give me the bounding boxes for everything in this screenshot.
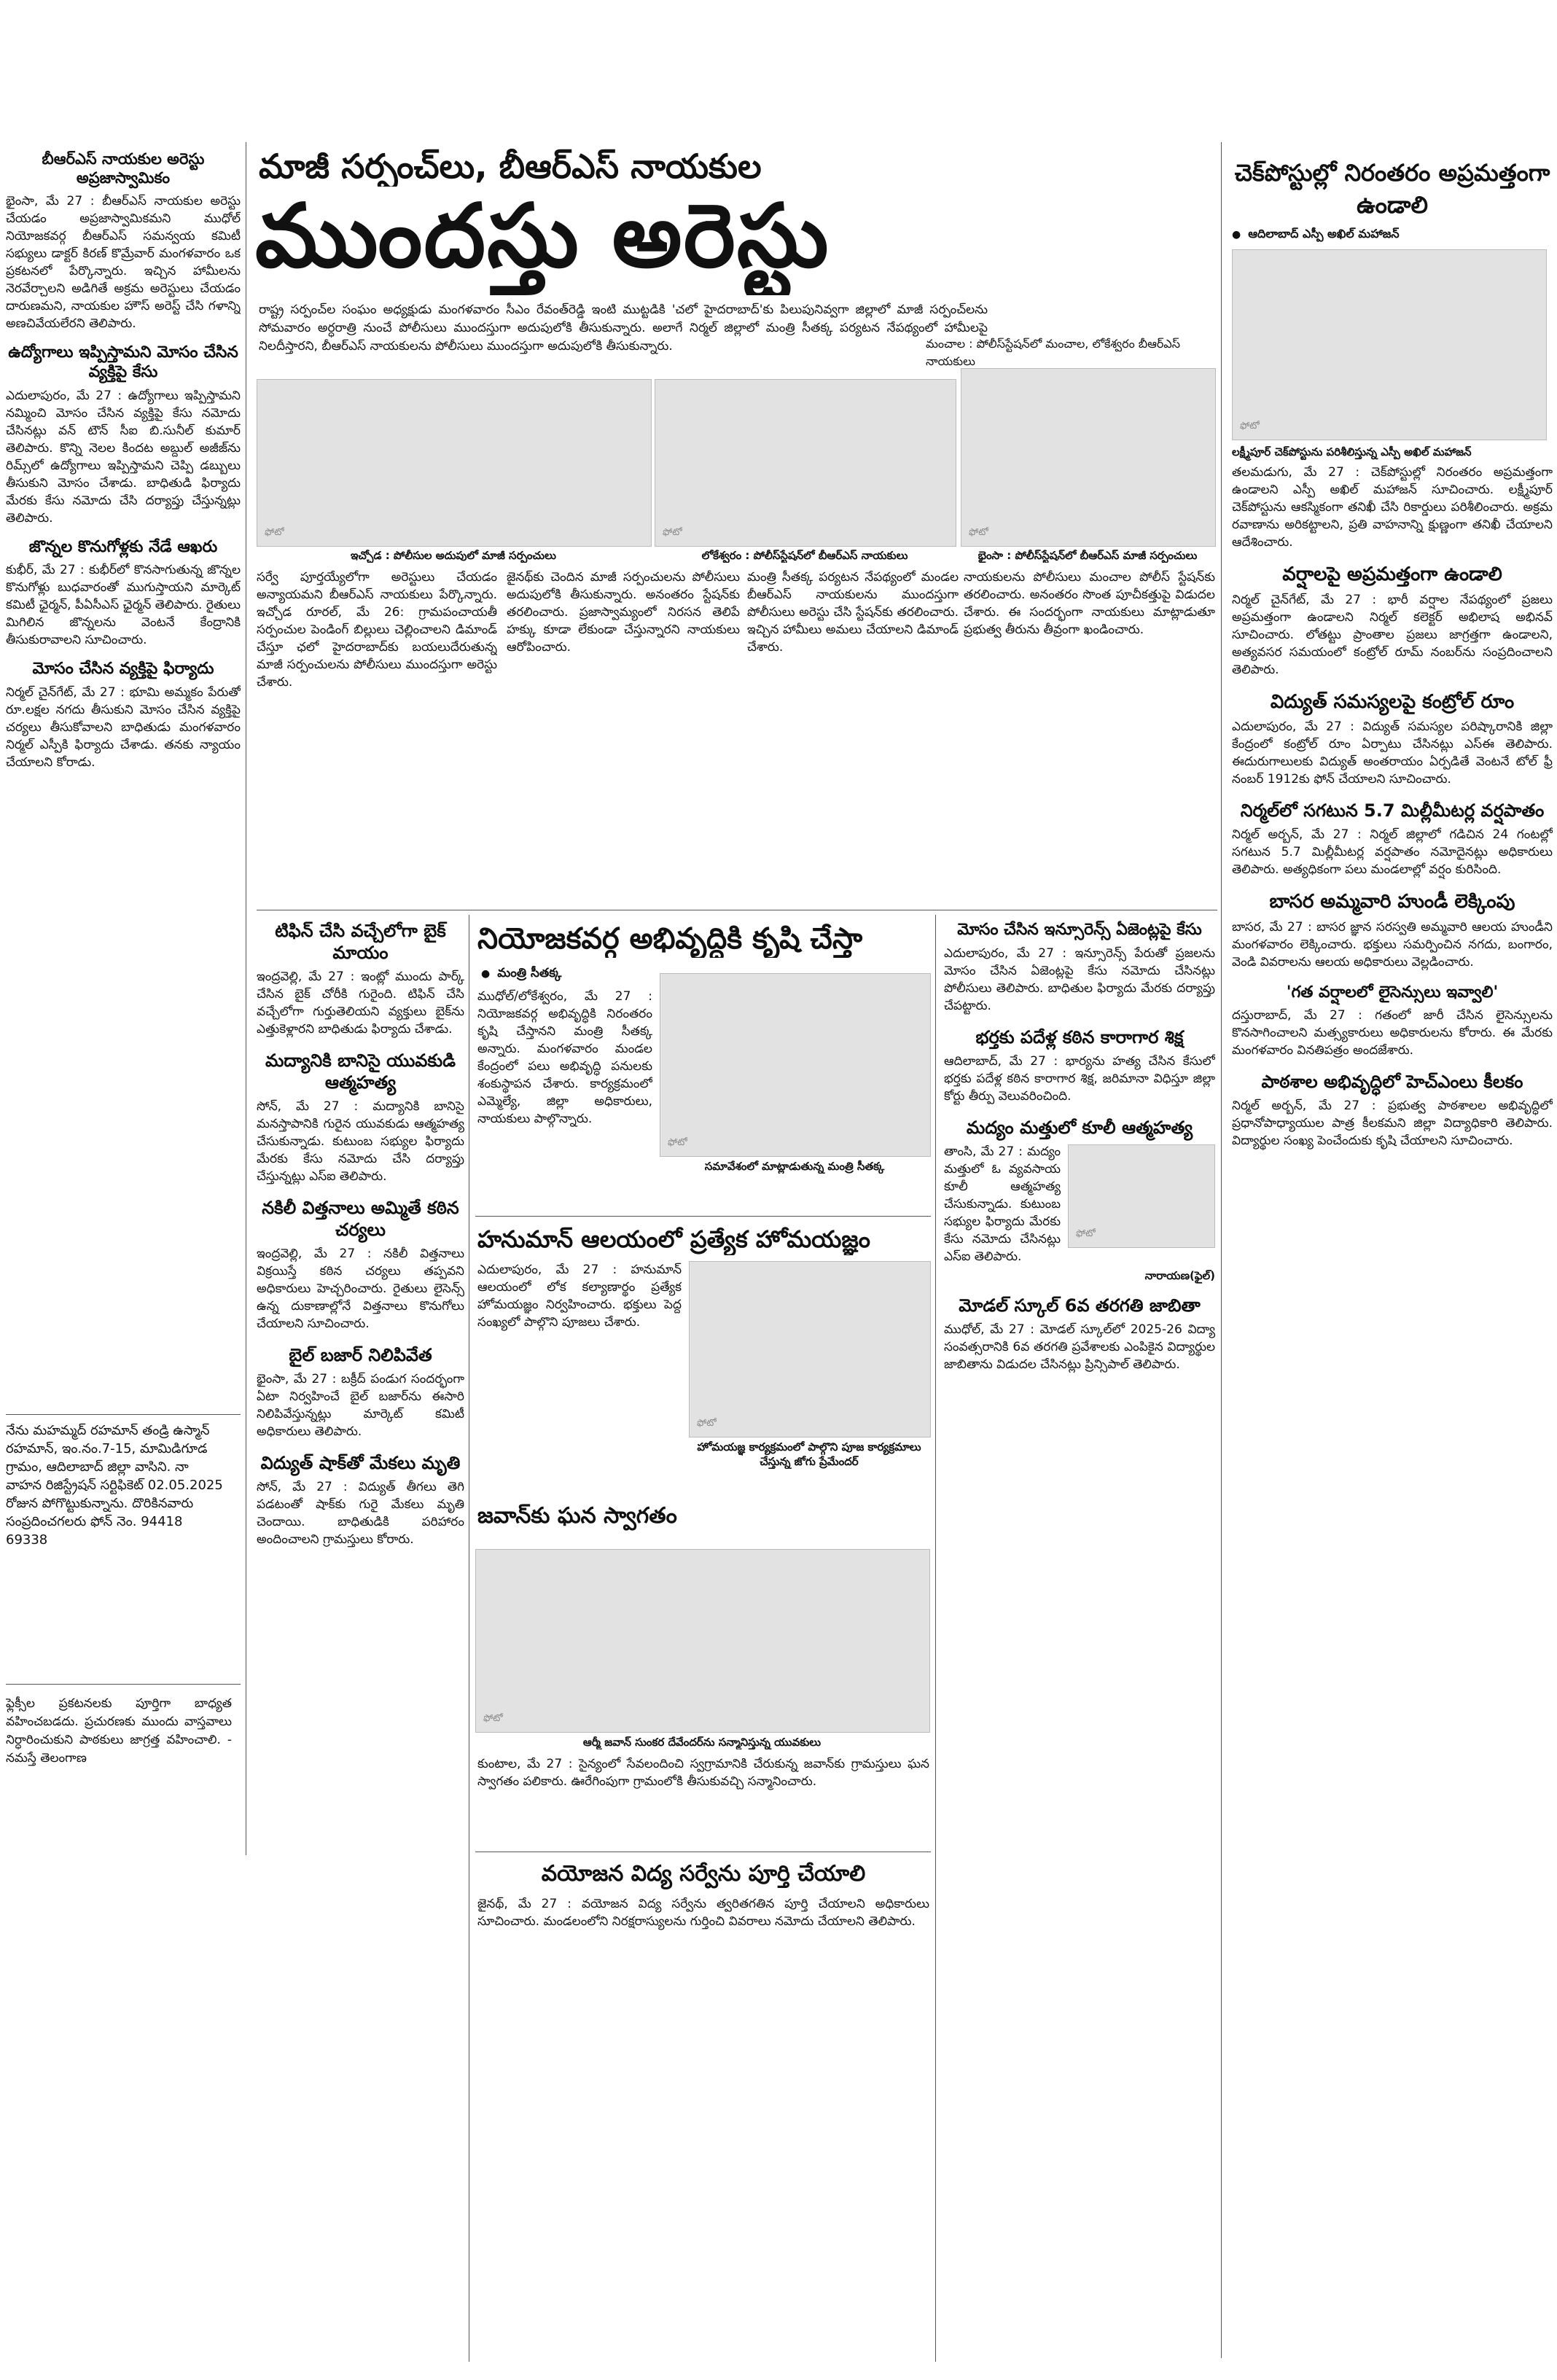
photo-placeholder-label: ఫోటో [483, 1713, 503, 1724]
lead-photo-caption-1: ఇచ్చోడ : పోలీసుల అదుపులో మాజీ సర్పంచులు [351, 549, 556, 562]
lead-photo-caption-3: భైంసా : పోలీస్‌స్టేషన్‌లో బీఆర్ఎస్ మాజీ సర్పంచులు [977, 549, 1198, 562]
left-story-2 [6, 343, 241, 527]
center-left-story-1-headline: టిఫిన్ చేసి వచ్చేలోగా బైక్ మాయం [275, 921, 446, 963]
center-left-story-5-body: సోన్, మే 27 : విద్యుత్ తీగలు తెగి పడటంతో షాక్‌కు గురై మేకలు మృతి చెందాయి. బాధితుడికి పరిహారం అందించాలని గ్రామస్తులు కోరారు. [257, 1480, 464, 1547]
lead-deck: రాష్ట్ర సర్పంచ్‌ల సంఘం అధ్యక్షుడు మంగళవారం సీఎం రేవంత్‌రెడ్డి ఇంటి ముట్టడికి 'చలో హైదరాబాద్'కు పిలుపునివ్వగా జిల్లాలో మాజీ సర్పంచ్‌లను సోమవారం అర్ధరాత్రి నుంచే పోలీసులు ముందస్తుగా అదుపులోకి తీసుకున్నారు. అలాగే నిర్మల్ జిల్లాలో మంత్రి సీతక్క పర్యటన నేపథ్యంలో హామీలపై నిలదీస్తారని, బీఆర్ఎస్ నాయకులను పోలీసులు ముందస్తుగా అదుపులోకి తీసుకున్నారు. [259, 303, 988, 354]
center-main-body: ముధోల్/లోకేశ్వరం, మే 27 : నియోజకవర్గ అభివృద్ధికి నిరంతరం కృషి చేస్తానని మంత్రి సీతక్క అన్నారు. మంగళవారం మండల కేంద్రంలో పలు అభివృద్ధి పనులకు శంకుస్థాపన చేశారు. కార్యక్రమంలో ఎమ్మెల్యే, జిల్లా అధికారులు, నాయకులు పాల్గొన్నారు. [477, 989, 652, 1126]
photo-placeholder-label: ఫోటో [668, 1137, 687, 1148]
center-left-story-1-body: ఇంద్రవెల్లి, మే 27 : ఇంట్లో ముందు పార్క్ చేసిన బైక్ చోరీకి గురైంది. టిఫిన్ చేసి వచ్చేలోగా గుర్తుతెలియని వ్యక్తులు బైక్‌ను ఎత్తుకెళ్లారని బాధితుడు ఫిర్యాదు చేశాడు. [257, 969, 464, 1037]
left-divider [6, 1414, 241, 1415]
left-story-1-headline: బీఆర్ఎస్ నాయకుల అరెస్టు అప్రజాస్వామికం [42, 150, 205, 187]
photo-placeholder-label: ఫోటో [697, 1418, 717, 1429]
center-far-right-story-2-headline: భర్తకు పదేళ్ల కఠిన కారాగార శిక్ష [975, 1026, 1184, 1047]
center-story-hanuman-photo [689, 1261, 931, 1437]
center-story-jawan-caption: ఆర్మీ జవాన్ సుంకర దేవేందర్‌ను సన్మానిస్తున్న యువకులు [582, 1736, 822, 1749]
left-story-3-body: కుభీర్, మే 27 : కుభీర్‌లో కొనసాగుతున్న జొన్నల కొనుగోళ్లు బుధవారంతో ముగుస్తాయని మార్కెట్ కమిటీ ఛైర్మన్, పీఏసీఎస్ ఛైర్మన్ తెలిపారు. రైతులు మిగిలిన జొన్నలను వెంటనే కేంద్రానికి తీసుకురావాలని సూచించారు. [6, 563, 241, 647]
left-story-2-headline: ఉద్యోగాలు ఇప్పిస్తామని మోసం చేసిన వ్యక్తిపై కేసు [8, 343, 238, 381]
left-story-3-headline: జొన్నల కొనుగోళ్లకు నేడే ఆఖరు [28, 537, 218, 556]
center-left-column [257, 920, 464, 2363]
center-far-right-story-2-body: ఆదిలాబాద్, మే 27 : భార్యను హత్య చేసిన కేసులో భర్తకు పదేళ్ల కఠిన కారాగార శిక్ష, జరిమానా విధిస్తూ జిల్లా కోర్టు తీర్పు వెలువరించింది. [944, 1053, 1215, 1104]
center-story-hanuman-body: ఎదులాపురం, మే 27 : హనుమాన్ ఆలయంలో లోక కల్యాణార్థం ప్రత్యేక హోమయజ్ఞం నిర్వహించారు. భక్తులు పెద్ద సంఖ్యలో పాల్గొని పూజలు చేశారు. [477, 1263, 682, 1330]
center-rule-1 [475, 1216, 931, 1217]
right-story-1-headline: చెక్‌పోస్టుల్లో నిరంతరం అప్రమత్తంగా ఉండాలి [1234, 159, 1550, 219]
center-left-story-2-body: సోన్, మే 27 : మద్యానికి బానిసై మనస్తాపానికి గురైన యువకుడు ఆత్మహత్య చేసుకున్నాడు. కుటుంబ సభ్యుల ఫిర్యాదు మేరకు కేసు నమోదు చేసి దర్యాప్తు చేస్తున్నట్లు ఎస్ఐ తెలిపారు. [257, 1099, 464, 1184]
right-story-2-body: నిర్మల్ చైన్‌గేట్, మే 27 : భారీ వర్షాల నేపథ్యంలో ప్రజలు అప్రమత్తంగా ఉండాలని నిర్మల్ కలెక్టర్ అభిలాష అభినవ్ సూచించారు. లోతట్టు ప్రాంతాల ప్రజలు జాగ్రత్తగా ఉండాలని, అత్యవసర సమయంలో కంట్రోల్ రూమ్ నంబర్‌ను సంప్రదించాలని తెలిపారు. [1232, 592, 1553, 677]
lead-photo-1 [257, 379, 652, 547]
center-far-right-story-1-body: ఎదులాపురం, మే 27 : ఇన్సూరెన్స్ పేరుతో ప్రజలను మోసం చేసిన ఏజెంట్లపై కేసు నమోదు చేసినట్లు పోలీసులు తెలిపారు. బాధితుల ఫిర్యాదు మేరకు దర్యాప్తు చేపట్టారు. [944, 945, 1215, 1013]
center-far-right-story-3-caption: నారాయణ(ఫైల్) [1144, 1268, 1215, 1282]
left-story-3 [6, 537, 241, 649]
center-story-education-headline: వయోజన విద్య సర్వేను పూర్తి చేయాలి [541, 1861, 866, 1887]
photo-placeholder-label: ఫోటో [265, 527, 284, 538]
center-far-right-story-4-headline: మోడల్ స్కూల్ 6వ తరగతి జాబితా [959, 1295, 1201, 1316]
right-story-5-headline: బాసర అమ్మవారి హుండీ లెక్కింపు [1269, 891, 1515, 913]
left-story-1 [6, 149, 241, 332]
right-story-4-body: నిర్మల్ అర్బన్, మే 27 : నిర్మల్ జిల్లాలో గడిచిన 24 గంటల్లో సగటున 5.7 మిల్లీమీటర్ల వర్షపాతం నమోదైనట్లు అధికారులు తెలిపారు. అత్యధికంగా పలు మండలాల్లో వర్షం కురిసింది. [1232, 827, 1553, 877]
right-story-6-body: దస్తురాబాద్, మే 27 : గతంలో జారీ చేసిన లైసెన్సులను కొనసాగించాలని మత్స్యకారులు అధికారులను కోరారు. ఈ మేరకు మంగళవారం వినతిపత్రం అందజేశారు. [1232, 1008, 1553, 1058]
lead-body-col-4: నాయకులను పోలీసులు మంచాల పోలీస్ స్టేషన్‌కు తరలించారు. అనంతరం సొంత పూచీకత్తుపై విడుదల చేశారు. ఈ సందర్భంగా నాయకులు మాట్లాడుతూ ప్రభుత్వ తీరును తీవ్రంగా ఖండించారు. [964, 570, 1215, 637]
photo-placeholder-label: ఫోటో [663, 527, 682, 538]
center-left-story-3-body: ఇంద్రవెల్లి, మే 27 : నకిలీ విత్తనాలు విక్రయిస్తే కఠిన చర్యలు తప్పవని అధికారులు హెచ్చరించారు. రైతులు లైసెన్స్ ఉన్న దుకాణాల్లోనే విత్తనాలు కొనుగోలు చేయాలని సూచించారు. [257, 1246, 464, 1331]
center-left-story-3-headline: నకిలీ విత్తనాలు అమ్మితే కఠిన చర్యలు [262, 1198, 459, 1240]
right-story-2-headline: వర్షాలపై అప్రమత్తంగా ఉండాలి [1282, 563, 1502, 585]
right-story-7-headline: పాఠశాల అభివృద్ధిలో హెచ్ఎంలు కీలకం [1261, 1072, 1523, 1092]
right-story-6-headline: 'గత వర్షాలలో లైసెన్సులు ఇవ్వాలి' [1286, 983, 1499, 1002]
press-notice: ఫ్లెక్సీల ప్రకటనలకు పూర్తిగా బాధ్యత వహించబడదు. ప్రచురణకు ముందు వాస్తవాలు నిర్ధారించుకుని పాఠకులు జాగ్రత్త వహించాలి. - నమస్తే తెలంగాణ [6, 1696, 232, 1766]
center-far-right-story-4-body: ముధోల్, మే 27 : మోడల్ స్కూల్‌లో 2025-26 విద్యా సంవత్సరానికి 6వ తరగతి ప్రవేశాలకు ఎంపికైన విద్యార్థుల జాబితాను విడుదల చేసినట్లు ప్రిన్సిపాల్ తెలిపారు. [944, 1322, 1215, 1372]
center-story-hanuman-caption: హోమయజ్ఞ కార్యక్రమంలో పాల్గొని పూజ కార్యక్రమాలు చేస్తున్న జోగు ప్రేమేందర్ [697, 1440, 921, 1468]
center-left-story-4-headline: బైల్ బజార్ నిలిపివేత [289, 1345, 432, 1365]
center-main-photo [660, 973, 931, 1157]
left-story-4-headline: మోసం చేసిన వ్యక్తిపై ఫిర్యాదు [32, 660, 214, 678]
left-story-2-body: ఎదులాపురం, మే 27 : ఉద్యోగాలు ఇప్పిస్తామని నమ్మించి మోసం చేసిన వ్యక్తిపై కేసు నమోదు చేసినట్లు వన్ టౌన్ సీఐ బి.సునీల్ కుమార్ తెలిపారు. కొన్ని నెలల కిందట అబ్దుల్ అజీజ్‌ను రిమ్స్‌లో ఉద్యోగాలు ఇప్పిస్తామని చెప్పి డబ్బులు తీసుకుని మోసం చేశాడు. బాధితుడి ఫిర్యాదు మేరకు కేసు నమోదు చేసి దర్యాప్తు చేస్తున్నట్లు తెలిపారు. [6, 388, 241, 526]
left-story-4-body: నిర్మల్ చైన్‌గేట్, మే 27 : భూమి అమ్మకం పేరుతో రూ.లక్షల నగదు తీసుకుని మోసం చేసిన వ్యక్తిపై చర్యలు తీసుకోవాలని బాధితుడు మంగళవారం నిర్మల్ ఎస్పీకి ఫిర్యాదు చేశాడు. తనకు న్యాయం చేయాలని కోరాడు. [6, 684, 241, 770]
lead-headline: ముందస్తు అరెస్టు [255, 186, 830, 287]
right-story-7-body: నిర్మల్ అర్బన్, మే 27 : ప్రభుత్వ పాఠశాలల అభివృద్ధిలో ప్రధానోపాధ్యాయుల పాత్ర కీలకమని జిల్లా విద్యాధికారి తెలిపారు. విద్యార్థుల సంఖ్య పెంచేందుకు కృషి చేయాలని సూచించారు. [1232, 1099, 1553, 1148]
lead-body-col-3: మంత్రి సీతక్క పర్యటన నేపథ్యంలో మండల బీఆర్ఎస్ నాయకులను ముందస్తుగా పోలీసులు అరెస్టు చేసి స్టేషన్‌కు తరలించారు. ఇచ్చిన హామీలు అమలు చేయాలని డిమాండ్ చేశారు. [747, 570, 959, 655]
photo-placeholder-label: ఫోటో [1076, 1228, 1096, 1239]
lead-kicker: మాజీ సర్పంచ్‌లు, బీఆర్ఎస్ నాయకుల [259, 147, 762, 186]
lead-photo-2 [655, 379, 956, 547]
center-left-story-5-headline: విద్యుత్ షాక్‌తో మేకలు మృతి [260, 1453, 461, 1473]
center-main-caption: సమావేశంలో మాట్లాడుతున్న మంత్రి సీతక్క [704, 1160, 885, 1173]
photo-placeholder-label: ఫోటో [1240, 421, 1260, 432]
center-far-right-story-3-headline: మద్యం మత్తులో కూలీ ఆత్మహత్య [966, 1117, 1193, 1138]
right-story-4-headline: నిర్మల్‌లో సగటున 5.7 మిల్లీమీటర్ల వర్షపాతం [1240, 800, 1545, 821]
center-story-education-body: జైనథ్, మే 27 : వయోజన విద్య సర్వేను త్వరితగతిన పూర్తి చేయాలని అధికారులు సూచించారు. మండలంలోని నిరక్షరాస్యులను గుర్తించి వివరాలు నమోదు చేయాలని తెలిపారు. [477, 1897, 929, 1929]
left-divider-2 [6, 1684, 241, 1685]
left-column [6, 149, 241, 1826]
photo-placeholder-label: ఫోటో [969, 527, 988, 538]
lead-photo-caption-2: లోకేశ్వరం : పోలీస్‌స్టేషన్‌లో బీఆర్ఎస్ నాయకులు [701, 549, 908, 562]
lead-photo-3 [961, 368, 1216, 547]
center-far-right-story-3-body: తాంసి, మే 27 : మద్యం మత్తులో ఓ వ్యవసాయ కూలీ ఆత్మహత్య చేసుకున్నాడు. కుటుంబ సభ్యుల ఫిర్యాదు మేరకు కేసు నమోదు చేసినట్లు ఎస్ఐ తెలిపారు. [944, 1144, 1061, 1264]
right-story-3-body: ఎదులాపురం, మే 27 : విద్యుత్ సమస్యల పరిష్కారానికి జిల్లా కేంద్రంలో కంట్రోల్ రూం ఏర్పాటు చేసినట్లు ఎస్ఈ తెలిపారు. ఈదురుగాలులకు విద్యుత్ అంతరాయం ఏర్పడితే వెంటనే టోల్ ఫ్రీ నంబర్ 1912కు ఫోన్ చేయాలని సూచించారు. [1232, 719, 1553, 787]
center-story-jawan-headline: జవాన్‌కు ఘన స్వాగతం [477, 1503, 677, 1529]
center-right-rule [935, 915, 936, 2362]
center-main-byline: ● మంత్రి సీతక్క [481, 966, 700, 981]
right-story-1-caption: లక్ష్మీపూర్ చెక్‌పోస్టును పరిశీలిస్తున్న ఎస్పీ అఖిల్ మహాజన్ [1232, 445, 1472, 459]
left-story-1-body: భైంసా, మే 27 : బీఆర్ఎస్ నాయకుల అరెస్టు చేయడం అప్రజాస్వామికమని ముధోల్ నియోజకవర్గ బీఆర్ఎస్ సమన్వయ కమిటీ సభ్యులు డాక్టర్ కిరణ్ కొమ్రేవార్ మంగళవారం ఒక ప్రకటనలో పేర్కొన్నారు. ఇచ్చిన హామీలను నెరవేర్చాలని అడిగితే అక్రమ అరెస్టులు చేయడం దారుణమని, నాయకుల హౌస్ అరెస్ట్ చేసి గళాన్ని అణచివేయలేరని తెలిపారు. [6, 193, 241, 331]
center-left-story-2-headline: మద్యానికి బానిసై యువకుడి ఆత్మహత్య [265, 1050, 456, 1093]
center-story-jawan-photo [475, 1549, 930, 1733]
center-story-jawan-body: కుంటాల, మే 27 : సైన్యంలో సేవలందించి స్వగ్రామానికి చేరుకున్న జవాన్‌కు గ్రామస్తులు ఘన స్వాగతం పలికారు. ఊరేగింపుగా గ్రామంలోకి తీసుకువచ్చి సన్మానించారు. [477, 1757, 929, 1789]
right-story-5-body: బాసర, మే 27 : బాసర జ్ఞాన సరస్వతి అమ్మవారి ఆలయ హుండీని మంగళవారం లెక్కించారు. భక్తులు సమర్పించిన నగదు, బంగారం, వెండి వివరాలను ఆలయ అధికారులు వెల్లడించారు. [1232, 919, 1553, 969]
center-main-headline: నియోజకవర్గ అభివృద్ధికి కృషి చేస్తా [477, 922, 863, 956]
center-story-hanuman-headline: హనుమాన్ ఆలయంలో ప్రత్యేక హోమయజ్ఞం [477, 1225, 871, 1253]
classified-ad: నేను మహమ్మద్ రహమాన్ తండ్రి ఉస్మాన్ రహమాన్, ఇం.నం.7-15, మామిడిగూడ గ్రామం, ఆదిలాబాద్ జిల్లా వాసిని. నా వాహన రిజిస్ట్రేషన్ సర్టిఫికెట్ 02.05.2025 రోజున పోగొట్టుకున్నాను. దొరికినవారు సంప్రదించగలరు ఫోన్ నెం. 94418 69338 [6, 1423, 223, 1548]
right-story-1-photo [1232, 249, 1547, 440]
lead-side-caption: మంచాల : పోలీస్‌స్టేషన్‌లో మంచాల, లోకేశ్వరం బీఆర్ఎస్ నాయకులు [926, 337, 1180, 368]
right-story-3-headline: విద్యుత్ సమస్యలపై కంట్రోల్ రూం [1270, 690, 1515, 713]
center-left-story-4-body: భైంసా, మే 27 : బక్రీద్ పండుగ సందర్భంగా ఏటా నిర్వహించే బైల్ బజార్‌ను ఈసారి నిలిపివేస్తున్నట్లు మార్కెట్ కమిటీ అధికారులు తెలిపారు. [257, 1372, 464, 1439]
lead-body-col-2: జైనథ్‌కు చెందిన మాజీ సర్పంచులను పోలీసులు అదుపులోకి తీసుకున్నారు. అనంతరం స్టేషన్‌కు తరలించారు. ప్రజాస్వామ్యంలో నిరసన తెలిపే హక్కు కూడా లేకుండా చేస్తున్నారని నాయకులు ఆరోపించారు. [507, 570, 740, 655]
center-far-right-story-1-headline: మోసం చేసిన ఇన్సూరెన్స్ ఏజెంట్లపై కేసు [957, 921, 1202, 939]
center-far-right-column [944, 920, 1215, 2363]
left-story-4 [6, 659, 241, 771]
right-story-1-byline: ● ఆదిలాబాద్ ఎస్పీ అఖిల్ మహాజన్ [1232, 227, 1553, 242]
center-far-right-story-3-photo [1068, 1144, 1215, 1248]
right-column [1232, 157, 1553, 2365]
right-story-1-body: తలమడుగు, మే 27 : చెక్‌పోస్టుల్లో నిరంతరం అప్రమత్తంగా ఉండాలని ఎస్పీ అఖిల్ మహాజన్ సూచించారు. లక్ష్మీపూర్ చెక్‌పోస్టును ఆకస్మికంగా తనిఖీ చేసి రికార్డులు పరిశీలించారు. అక్రమ రవాణాను అరికట్టాలని, ప్రతి వాహనాన్ని క్షుణ్ణంగా తనిఖీ చేయాలని ఆదేశించారు. [1232, 465, 1553, 550]
right-column-rule [1221, 142, 1222, 2358]
lead-body-col-1: సర్వే పూర్తయ్యేలోగా అరెస్టులు చేయడం అన్యాయమని బీఆర్ఎస్ నాయకులు పేర్కొన్నారు. ఇచ్చోడ రూరల్, మే 26: గ్రామపంచాయతీ సర్పంచుల పెండింగ్ బిల్లులు చెల్లించాలని డిమాండ్ చేస్తూ ఛలో హైదరాబాద్‌కు బయలుదేరుతున్న మాజీ సర్పంచులను పోలీసులు ముందస్తుగా అరెస్టు చేశారు. [257, 570, 497, 690]
